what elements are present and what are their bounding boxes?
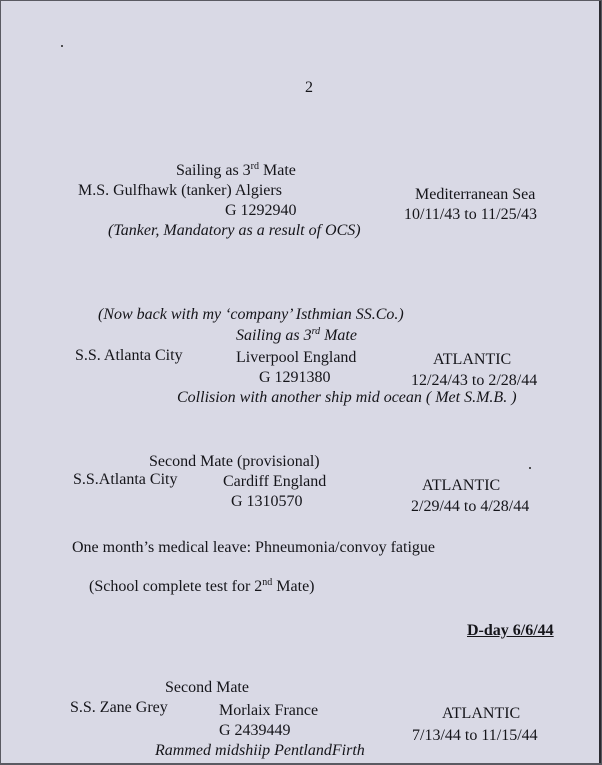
medical-leave-note: One month’s medical leave: Phneumonia/convoy fatigue [72, 539, 436, 556]
entry-2-region: ATLANTIC [433, 351, 512, 368]
d-day-heading: D-day 6/6/44 [467, 622, 554, 639]
entry-3-ship: S.S.Atlanta City [73, 471, 178, 488]
entry-4-note: Rammed midshiip PentlandFirth [155, 742, 365, 759]
entry-2-port: Liverpool England [236, 349, 357, 366]
entry-2-preface: (Now back with my ‘company’ Isthmian SS.Co.) [98, 306, 404, 323]
entry-3-region: ATLANTIC [422, 477, 501, 494]
entry-2-ship: S.S. Atlanta City [75, 347, 183, 364]
entry-2-note: Collision with another ship mid ocean ( Met S.M.B. ) [177, 389, 517, 406]
entry-1-rank: Sailing as 3rd Mate [176, 161, 296, 179]
entry-4-registration: G 2439449 [219, 722, 291, 739]
entry-4-dates: 7/13/44 to 11/15/44 [412, 727, 538, 744]
speck-mark [61, 45, 63, 47]
entry-3-registration: G 1310570 [231, 493, 303, 510]
entry-3-rank: Second Mate (provisional) [149, 453, 320, 470]
entry-3-dates: 2/29/44 to 4/28/44 [411, 498, 530, 515]
entry-1-dates: 10/11/43 to 11/25/43 [404, 206, 538, 223]
entry-3-port: Cardiff England [223, 473, 327, 490]
entry-2-registration: G 1291380 [259, 369, 331, 386]
entry-4-ship: S.S. Zane Grey [70, 699, 168, 716]
entry-1-registration: G 1292940 [225, 202, 297, 219]
entry-4-rank: Second Mate [165, 679, 249, 696]
page-number: 2 [305, 79, 313, 96]
entry-1-note: (Tanker, Mandatory as a result of OCS) [108, 222, 361, 239]
school-note: (School complete test for 2nd Mate) [89, 577, 315, 595]
entry-2-dates: 12/24/43 to 2/28/44 [411, 372, 538, 389]
entry-4-region: ATLANTIC [442, 705, 521, 722]
entry-1-region: Mediterranean Sea [415, 186, 536, 203]
document-page [1, 1, 601, 763]
speck-mark [529, 467, 531, 469]
entry-1-ship: M.S. Gulfhawk (tanker) Algiers [78, 182, 282, 199]
entry-4-port: Morlaix France [219, 702, 319, 719]
entry-2-rank: Sailing as 3rd Mate [236, 326, 357, 344]
